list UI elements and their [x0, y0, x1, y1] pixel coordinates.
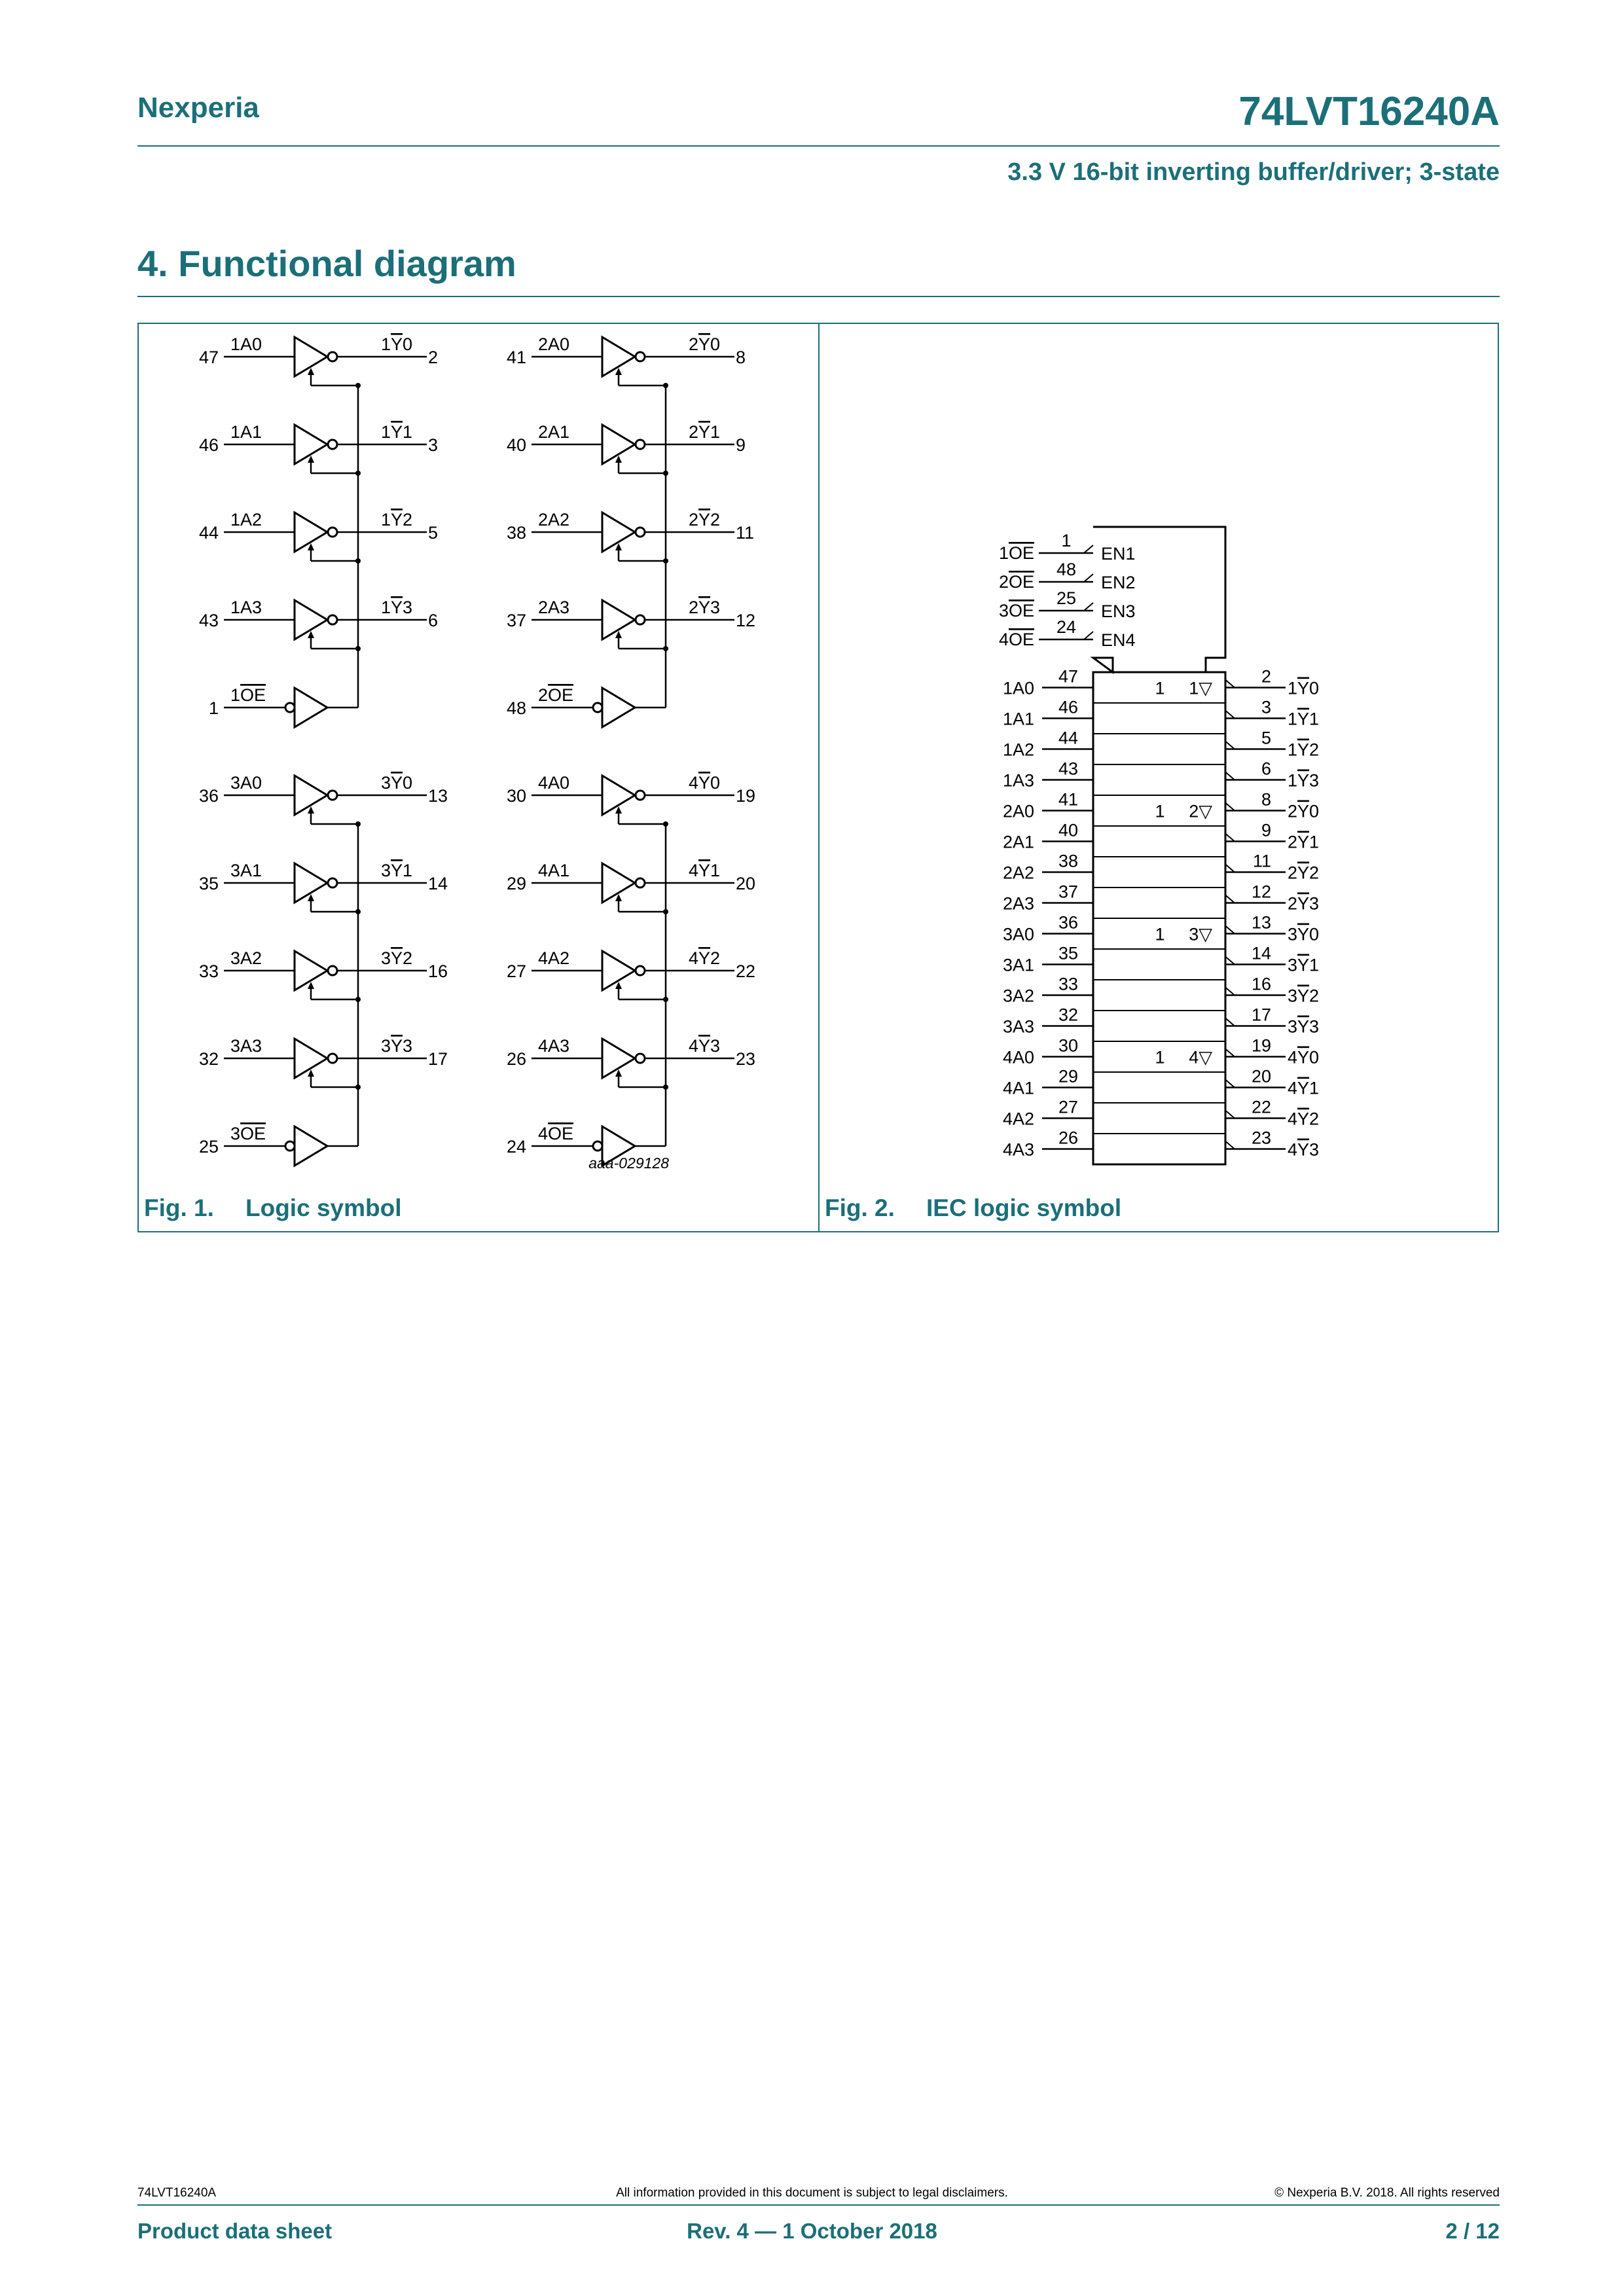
buffer-row [507, 773, 755, 827]
input-signal-name: 4A0 [538, 773, 570, 793]
footer-disclaimer: All information provided in this document is subject to legal disclaimers. [616, 2186, 1008, 2200]
output-polarity-indicator [1225, 803, 1235, 811]
iec-output-name: 1Y3 [1288, 770, 1320, 791]
output-pin-number: 5 [428, 523, 439, 543]
output-polarity-indicator [1225, 1111, 1235, 1119]
iec-input-name: 3A1 [1002, 955, 1034, 975]
output-signal-name: 4Y3 [689, 1036, 721, 1056]
iec-input-name: 1A2 [1002, 740, 1034, 760]
buffer-row [199, 861, 448, 914]
iec-input-name: 1A1 [1002, 709, 1034, 729]
iec-input-name: 4A0 [1002, 1047, 1034, 1067]
enable-label: EN1 [1101, 544, 1136, 564]
iec-input-name: 2A0 [1002, 801, 1034, 821]
output-signal-name: 4Y0 [689, 773, 721, 793]
iec-row [1003, 1067, 1319, 1098]
output-pin-number: 8 [736, 348, 746, 367]
input-pin-number: 38 [506, 523, 526, 543]
iec-output-name: 3Y1 [1288, 955, 1320, 975]
section-title: 4. Functional diagram [137, 243, 516, 284]
polarity-indicator [1084, 545, 1093, 553]
iec-input-name: 1A3 [1002, 770, 1034, 791]
oe-bubble [285, 703, 295, 712]
buffer-row [199, 598, 438, 651]
buffer-row [507, 861, 755, 914]
iec-output-pin: 8 [1261, 789, 1271, 810]
iec-output-name: 2Y1 [1288, 832, 1320, 852]
iec-output-name: 1Y1 [1288, 709, 1320, 729]
buffer-row [507, 598, 755, 651]
iec-row [1003, 1128, 1319, 1160]
input-signal-name: 3A0 [230, 773, 262, 793]
inverter-bubble [636, 1054, 645, 1063]
input-pin-number: 35 [198, 874, 219, 893]
inverter-bubble [636, 791, 645, 800]
input-signal-name: 1A2 [230, 510, 262, 529]
iec-row [1003, 1036, 1319, 1067]
enable-signal-name: 3OE [998, 601, 1034, 620]
inverter-bubble [328, 966, 337, 975]
iec-input-pin: 26 [1058, 1128, 1079, 1148]
output-signal-name: 1Y2 [381, 510, 413, 529]
input-signal-name: 4A3 [538, 1036, 570, 1056]
fig2-number: Fig. 2. [825, 1194, 895, 1221]
footer-page-number: 2 / 12 [1445, 2219, 1500, 2243]
iec-output-name: 2Y2 [1288, 863, 1320, 883]
output-signal-name: 1Y3 [381, 598, 413, 617]
enable-control-block [999, 527, 1225, 672]
output-polarity-indicator [1225, 1018, 1235, 1026]
buffer-row [199, 334, 438, 388]
iec-output-name: 4Y1 [1288, 1078, 1320, 1098]
iec-input-pin: 27 [1058, 1097, 1079, 1117]
iec-output-name: 3Y0 [1288, 924, 1320, 944]
iec-output-pin: 19 [1251, 1035, 1271, 1056]
input-signal-name: 1A0 [230, 334, 262, 354]
output-pin-number: 3 [428, 435, 439, 455]
fig1-title: Logic symbol [245, 1194, 402, 1221]
buffer-row [199, 422, 438, 476]
gate-qualifier: 1 [1155, 801, 1165, 821]
iec-row [1003, 975, 1319, 1006]
iec-output-name: 3Y2 [1288, 986, 1320, 1006]
output-pin-number: 2 [428, 348, 439, 367]
output-signal-name: 3Y2 [381, 948, 413, 968]
input-pin-number: 26 [506, 1049, 526, 1069]
iec-output-pin: 5 [1261, 728, 1271, 748]
iec-input-pin: 47 [1058, 666, 1079, 687]
inverter-bubble [328, 440, 337, 449]
iec-input-pin: 37 [1058, 882, 1079, 902]
input-signal-name: 2A0 [538, 334, 570, 354]
data-block [1003, 667, 1319, 1165]
iec-row [1003, 790, 1319, 821]
iec-output-name: 4Y3 [1288, 1139, 1320, 1160]
input-pin-number: 29 [506, 874, 526, 893]
inverter-bubble [636, 878, 645, 888]
inverter-bubble [328, 528, 337, 537]
input-signal-name: 2A1 [538, 422, 570, 442]
enable-dependency: 4▽ [1189, 1047, 1212, 1067]
iec-output-pin: 3 [1261, 697, 1271, 717]
inverter-bubble [636, 440, 645, 449]
iec-input-name: 4A1 [1002, 1078, 1034, 1098]
header-divider [137, 145, 1500, 147]
oe-signal-name: 3OE [230, 1124, 266, 1143]
iec-input-pin: 29 [1058, 1066, 1079, 1086]
iec-row [1003, 852, 1319, 883]
iec-input-pin: 33 [1058, 974, 1079, 994]
inverter-bubble [328, 791, 337, 800]
enable-label: EN4 [1101, 630, 1136, 650]
polarity-indicator [1084, 603, 1093, 611]
enable-pin-number: 1 [1061, 531, 1072, 550]
iec-output-name: 1Y0 [1288, 678, 1320, 698]
input-signal-name: 1A3 [230, 598, 262, 617]
inverter-bubble [636, 966, 645, 975]
output-polarity-indicator [1225, 1080, 1235, 1088]
iec-logic-symbol-diagram [820, 324, 1498, 1181]
iec-output-name: 4Y2 [1288, 1109, 1320, 1129]
enable-input [999, 617, 1136, 650]
inverter-bubble [636, 528, 645, 537]
output-signal-name: 2Y0 [689, 334, 721, 354]
iec-output-pin: 20 [1251, 1066, 1271, 1086]
output-pin-number: 22 [736, 961, 756, 981]
iec-output-pin: 16 [1251, 974, 1271, 994]
iec-output-pin: 6 [1261, 759, 1271, 779]
output-signal-name: 1Y0 [381, 334, 413, 354]
buffer-row [507, 422, 746, 476]
iec-input-pin: 36 [1058, 912, 1079, 933]
input-pin-number: 43 [198, 611, 219, 630]
oe-pin-number: 48 [506, 698, 526, 718]
output-pin-number: 23 [736, 1049, 756, 1069]
input-pin-number: 30 [506, 786, 526, 806]
buffer-row [507, 948, 755, 1002]
input-pin-number: 46 [198, 435, 219, 455]
output-signal-name: 3Y0 [381, 773, 413, 793]
iec-row [1003, 728, 1319, 760]
enable-label: EN2 [1101, 573, 1136, 592]
input-signal-name: 1A1 [230, 422, 262, 442]
enable-signal-name: 1OE [998, 543, 1034, 563]
iec-input-pin: 30 [1058, 1035, 1079, 1056]
inverter-bubble [328, 615, 337, 624]
iec-input-pin: 46 [1058, 697, 1079, 717]
buffer-group-1 [199, 334, 438, 727]
enable-pin-number: 48 [1056, 560, 1077, 579]
output-signal-name: 4Y2 [689, 948, 721, 968]
output-polarity-indicator [1225, 742, 1235, 749]
iec-input-name: 3A2 [1002, 986, 1034, 1006]
fig1-number: Fig. 1. [144, 1194, 214, 1221]
input-pin-number: 40 [506, 435, 526, 455]
enable-signal-name: 4OE [998, 630, 1034, 649]
iec-row [1003, 1005, 1319, 1037]
oe-bubble [593, 1141, 602, 1151]
iec-input-name: 1A0 [1002, 678, 1034, 698]
output-polarity-indicator [1225, 926, 1235, 934]
input-signal-name: 2A2 [538, 510, 570, 529]
iec-output-pin: 11 [1252, 851, 1271, 871]
footer-copyright: © Nexperia B.V. 2018. All rights reserved [1274, 2186, 1500, 2200]
oe-buffer-triangle [295, 1126, 327, 1166]
buffer-row [199, 1036, 448, 1090]
enable-label: EN3 [1101, 601, 1136, 621]
buffer-row [507, 334, 746, 388]
fig2-caption [825, 1194, 1121, 1222]
footer-doc-type: Product data sheet [137, 2219, 333, 2243]
output-polarity-indicator [1225, 957, 1235, 965]
iec-output-pin: 22 [1251, 1097, 1271, 1117]
inverter-bubble [328, 352, 337, 361]
buffer-row [199, 948, 448, 1002]
input-signal-name: 3A2 [230, 948, 262, 968]
output-pin-number: 6 [428, 611, 439, 630]
input-pin-number: 44 [198, 523, 219, 543]
inverter-bubble [636, 615, 645, 624]
output-polarity-indicator [1225, 865, 1235, 872]
footer-revision: Rev. 4 — 1 October 2018 [687, 2219, 937, 2243]
gate-qualifier: 1 [1155, 678, 1165, 698]
iec-input-name: 4A2 [1002, 1109, 1034, 1129]
iec-input-pin: 35 [1058, 943, 1079, 963]
iec-input-name: 4A3 [1002, 1139, 1034, 1160]
iec-row [1003, 759, 1319, 791]
oe-bubble [593, 703, 602, 712]
oe-pin-number: 24 [506, 1137, 526, 1157]
iec-output-pin: 9 [1261, 820, 1271, 840]
section-divider [137, 296, 1500, 297]
output-signal-name: 4Y1 [689, 861, 721, 880]
iec-output-name: 3Y3 [1288, 1016, 1320, 1037]
input-signal-name: 3A3 [230, 1036, 262, 1056]
input-signal-name: 2A3 [538, 598, 570, 617]
iec-input-pin: 41 [1058, 789, 1079, 810]
footer-doc-id: 74LVT16240A [137, 2186, 217, 2200]
iec-input-name: 2A3 [1002, 893, 1034, 914]
iec-output-name: 2Y3 [1288, 893, 1320, 914]
output-pin-number: 13 [428, 786, 448, 806]
enable-dependency: 1▽ [1189, 678, 1212, 698]
iec-output-name: 4Y0 [1288, 1047, 1320, 1067]
enable-pin-number: 24 [1056, 617, 1077, 637]
output-pin-number: 11 [736, 523, 755, 543]
output-polarity-indicator [1225, 1049, 1235, 1057]
input-pin-number: 33 [198, 961, 219, 981]
iec-input-pin: 40 [1058, 820, 1079, 840]
iec-input-name: 3A0 [1002, 924, 1034, 944]
enable-input [999, 531, 1136, 564]
output-polarity-indicator [1225, 834, 1235, 842]
part-subtitle: 3.3 V 16-bit inverting buffer/driver; 3-state [1007, 158, 1500, 186]
inverter-bubble [328, 878, 337, 888]
logic-symbol-diagram [139, 324, 817, 1181]
output-polarity-indicator [1225, 680, 1235, 688]
input-signal-name: 3A1 [230, 861, 262, 880]
iec-input-pin: 44 [1058, 728, 1079, 748]
iec-output-pin: 17 [1251, 1005, 1271, 1025]
iec-output-pin: 23 [1251, 1128, 1271, 1148]
enable-dependency: 3▽ [1189, 924, 1212, 944]
enable-pin-number: 25 [1056, 588, 1077, 608]
oe-bubble [285, 1141, 295, 1151]
oe-signal-name: 2OE [538, 685, 574, 705]
oe-buffer-triangle [602, 688, 635, 727]
input-signal-name: 4A2 [538, 948, 570, 968]
input-pin-number: 27 [506, 961, 526, 981]
buffer-group-2 [507, 334, 755, 727]
output-pin-number: 19 [736, 786, 756, 806]
iec-row [1003, 821, 1319, 852]
gate-qualifier: 1 [1155, 924, 1165, 944]
iec-input-pin: 43 [1058, 759, 1079, 779]
output-pin-number: 20 [736, 874, 756, 893]
input-pin-number: 32 [198, 1049, 219, 1069]
output-pin-number: 9 [736, 435, 746, 455]
input-signal-name: 4A1 [538, 861, 570, 880]
footer-divider [137, 2204, 1500, 2206]
input-pin-number: 41 [506, 348, 526, 367]
output-signal-name: 3Y1 [381, 861, 413, 880]
iec-row [1003, 944, 1319, 975]
oe-signal-name: 1OE [230, 685, 266, 705]
oe-buffer-triangle [295, 688, 327, 727]
enable-input [999, 588, 1136, 621]
polarity-indicator [1084, 632, 1093, 639]
buffer-row [199, 773, 448, 827]
output-signal-name: 3Y3 [381, 1036, 413, 1056]
iec-output-pin: 2 [1261, 666, 1271, 687]
iec-output-name: 2Y0 [1288, 801, 1320, 821]
output-signal-name: 2Y2 [689, 510, 721, 529]
enable-dependency: 2▽ [1189, 801, 1212, 821]
inverter-bubble [328, 1054, 337, 1063]
iec-row [1003, 1098, 1319, 1129]
iec-output-pin: 14 [1251, 943, 1271, 963]
output-signal-name: 1Y1 [381, 422, 413, 442]
output-polarity-indicator [1225, 1141, 1235, 1149]
iec-input-name: 2A1 [1002, 832, 1034, 852]
output-polarity-indicator [1225, 711, 1235, 719]
oe-pin-number: 25 [198, 1137, 219, 1157]
company-name: Nexperia [137, 92, 259, 124]
fig2-title: IEC logic symbol [926, 1194, 1122, 1221]
output-pin-number: 17 [428, 1049, 448, 1069]
gate-qualifier: 1 [1155, 1047, 1165, 1067]
output-polarity-indicator [1225, 895, 1235, 903]
iec-row [1003, 882, 1319, 914]
input-pin-number: 47 [198, 348, 219, 367]
fig1-caption [144, 1194, 401, 1222]
enable-signal-name: 2OE [998, 572, 1034, 592]
iec-row [1003, 913, 1319, 944]
output-pin-number: 14 [428, 874, 448, 893]
input-pin-number: 36 [198, 786, 219, 806]
iec-input-pin: 32 [1058, 1005, 1079, 1025]
iec-output-pin: 13 [1251, 912, 1271, 933]
oe-pin-number: 1 [208, 698, 219, 718]
figure-code: aaa-029128 [588, 1155, 669, 1172]
output-polarity-indicator [1225, 988, 1235, 996]
output-signal-name: 2Y3 [689, 598, 721, 617]
buffer-group-4 [507, 773, 755, 1166]
output-pin-number: 12 [736, 611, 756, 630]
iec-input-name: 3A3 [1002, 1016, 1034, 1037]
polarity-indicator [1084, 574, 1093, 582]
iec-output-name: 1Y2 [1288, 740, 1320, 760]
iec-row [1003, 698, 1319, 729]
output-pin-number: 16 [428, 961, 448, 981]
iec-output-pin: 12 [1251, 882, 1271, 902]
buffer-row [507, 1036, 755, 1090]
output-polarity-indicator [1225, 772, 1235, 780]
input-pin-number: 37 [506, 611, 526, 630]
part-number: 74LVT16240A [1238, 89, 1500, 134]
iec-input-name: 2A2 [1002, 863, 1034, 883]
oe-signal-name: 4OE [538, 1124, 574, 1143]
output-signal-name: 2Y1 [689, 422, 721, 442]
buffer-row [199, 510, 438, 564]
buffer-row [507, 510, 754, 564]
inverter-bubble [636, 352, 645, 361]
buffer-group-3 [199, 773, 448, 1166]
iec-input-pin: 38 [1058, 851, 1079, 871]
enable-input [999, 560, 1136, 592]
